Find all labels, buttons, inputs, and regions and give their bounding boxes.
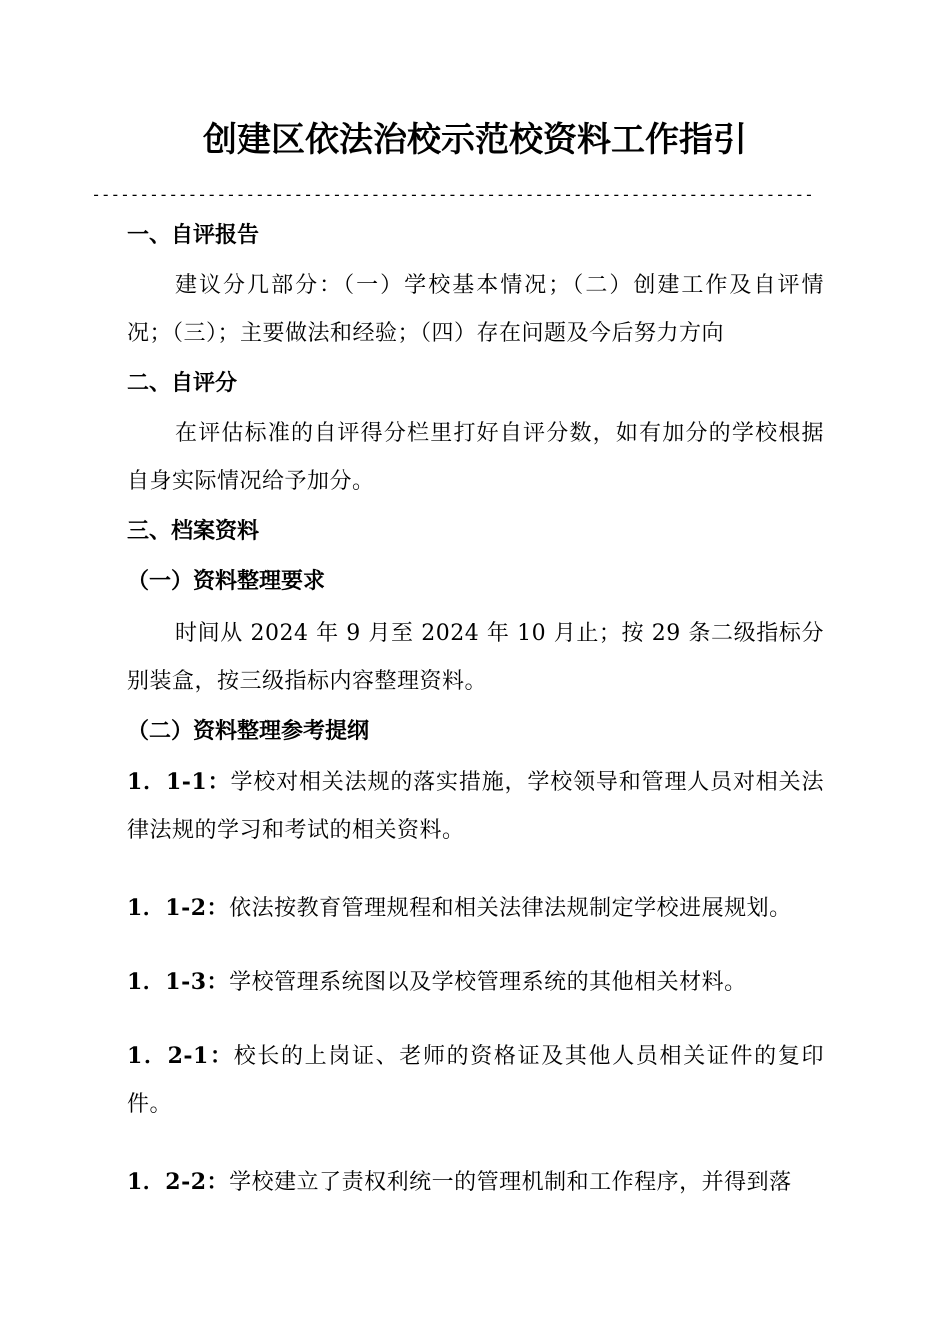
outline-item-label: 1．2-2： xyxy=(127,1169,230,1195)
title-divider: --------------------------------------------------------------------------- xyxy=(91,185,814,204)
document-title: 创建区依法治校示范校资料工作指引 xyxy=(203,120,747,160)
outline-item-text: 学校对相关法规的落实措施，学校领导和管理人员对相关法律法规的学习和考试的相关资料。 xyxy=(127,770,824,843)
outline-item xyxy=(127,958,824,1007)
section-heading-archives: 三、档案资料 xyxy=(127,519,260,544)
outline-item xyxy=(127,1032,824,1129)
section-heading-self-score: 二、自评分 xyxy=(127,371,238,396)
outline-item xyxy=(127,758,824,855)
outline-item xyxy=(127,884,824,933)
outline-item-text: 校长的上岗证、老师的资格证及其他人员相关证件的复印件。 xyxy=(127,1044,824,1117)
subsection-heading-outline: （二）资料整理参考提纲 xyxy=(127,719,370,744)
outline-item-text: 学校建立了责权利统一的管理机制和工作程序，并得到落 xyxy=(229,1170,792,1195)
outline-item xyxy=(127,1158,824,1207)
outline-item-label: 1．2-1： xyxy=(127,1043,234,1069)
outline-item-label: 1．1-3： xyxy=(127,969,230,995)
outline-item-text: 学校管理系统图以及学校管理系统的其他相关材料。 xyxy=(229,970,747,995)
section-paragraph-self-score: 在评估标准的自评得分栏里打好自评分数，如有加分的学校根据自身实际情况给予加分。 xyxy=(127,421,824,494)
subsection-paragraph-requirements: 时间从 2024 年 9 月至 2024 年 10 月止；按 29 条二级指标分别装盒，按三级指标内容整理资料。 xyxy=(127,621,824,694)
outline-item-text: 依法按教育管理规程和相关法律法规制定学校进展规划。 xyxy=(229,896,792,921)
outline-item-label: 1．1-2： xyxy=(127,895,230,921)
outline-item-label: 1．1-1： xyxy=(127,769,231,795)
section-heading-self-report: 一、自评报告 xyxy=(127,223,260,248)
subsection-heading-requirements: （一）资料整理要求 xyxy=(127,569,326,594)
section-paragraph-self-report: 建议分几部分：（一）学校基本情况；（二）创建工作及自评情况；（三）；主要做法和经验；（四）存在问题及今后努力方向 xyxy=(127,273,824,346)
